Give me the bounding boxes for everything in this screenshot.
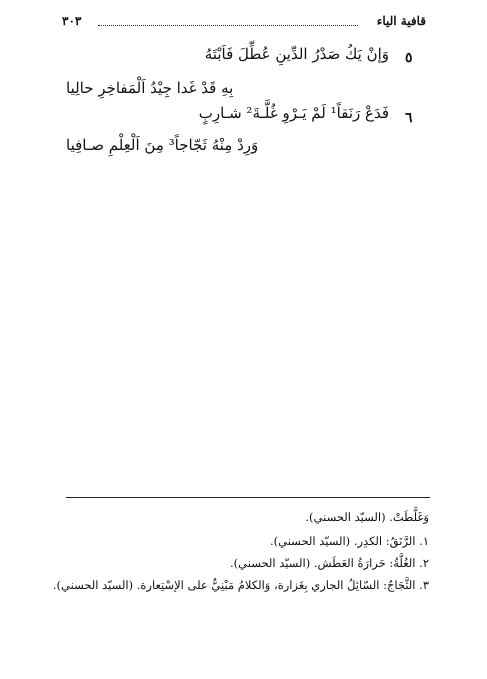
footnote: ٣. الثَّجَاجُ: السّائِلُ الجاري بِغَزارة، وَالكلامُ مَبْنِيٌّ على الإسْتِعارة. (السيّد الحسني). (52, 578, 429, 592)
verse-second-hemistich: وَرِدْ مِنْهُ ثَجّاجاً³ مِنَ اَلْعِلْمِ صـافِيا (66, 136, 259, 154)
page-number: ٣٠٣ (62, 14, 82, 28)
verse-first-hemistich: وَإنْ يَكُ صَدْرُ الدِّينِ عُطِّلَ فَاَبْتَهُ (204, 45, 389, 63)
header-leader-dots (98, 25, 358, 26)
verse-number: ٦ (405, 110, 413, 126)
footnote: وَغَلَّطَتْ. (السيّد الحسني). (305, 510, 429, 524)
verse-second-hemistich: بِهِ قَدْ غَدا جِيْدُ اَلْمَفاخِرِ حالِيا (66, 79, 234, 97)
verse-number: ٥ (405, 50, 413, 66)
footnote: ٢. الغُلَّةُ: حَرارَةُ العَطَش. (السيّد الحسني). (230, 556, 429, 570)
running-header (62, 14, 426, 32)
footnote-divider (66, 497, 430, 498)
verse-first-hemistich: فَدَعْ رَنَقاً¹ لَمْ يَـرْوِ غُلَّـةَ² شـارِبٍ (198, 104, 389, 122)
chapter-title: قافية الياء (376, 14, 426, 28)
footnote: ١. الرَّنَقُ: الكدِر. (السيّد الحسني). (269, 534, 429, 548)
